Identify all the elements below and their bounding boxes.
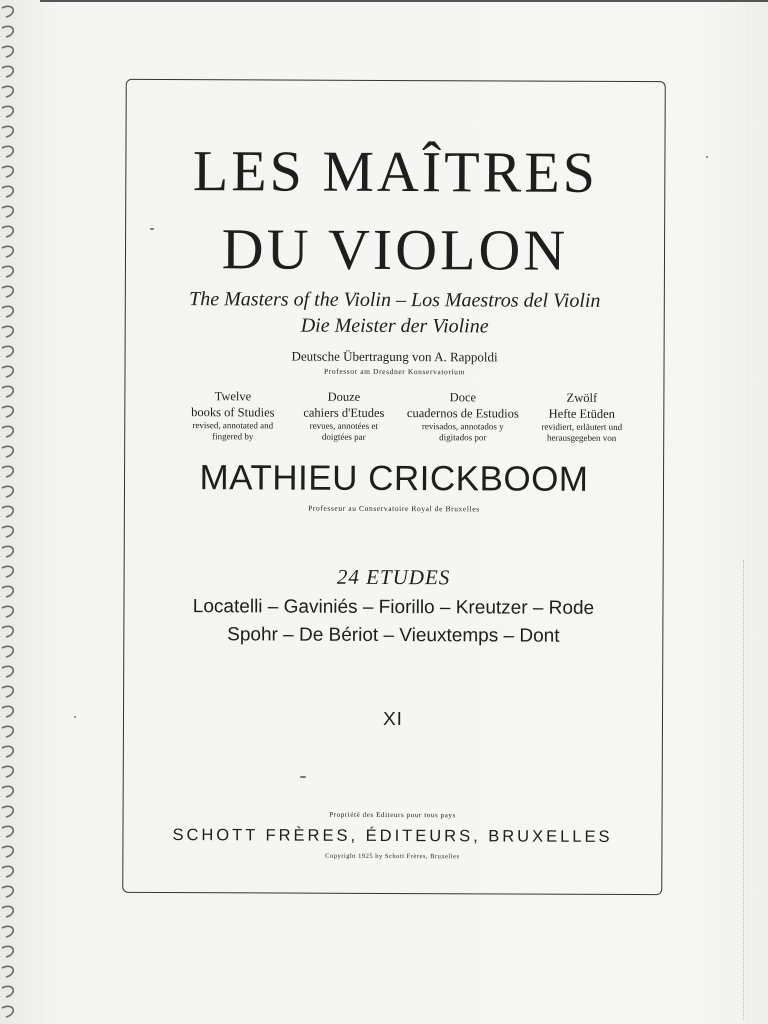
spiral-loop: [2, 386, 13, 397]
spiral-loop: [2, 726, 13, 737]
spiral-loop: [2, 446, 13, 457]
column-french: [288, 389, 399, 443]
spiral-loop: [2, 26, 13, 37]
publisher-name: SCHOTT FRÈRES, ÉDITEURS, BRUXELLES: [172, 826, 613, 846]
column-line: herausgegeben von: [547, 432, 617, 443]
column-line: fingered by: [212, 431, 254, 442]
etudes-title: 24 ETUDES: [336, 564, 451, 590]
spiral-loop: [2, 126, 13, 137]
column-line: revised, annotated and: [192, 420, 274, 431]
spiral-loop: [2, 826, 13, 837]
scan-speck: [300, 776, 306, 778]
spiral-loop: [2, 766, 13, 777]
spiral-loop: [2, 786, 13, 797]
spiral-loop: [2, 866, 13, 877]
column-line: doigtées par: [321, 431, 366, 442]
spiral-loop: [2, 626, 13, 637]
spiral-loop: [2, 586, 13, 597]
spiral-loop: [2, 886, 13, 897]
column-line: Zwölf: [566, 390, 598, 405]
column-line: revues, annotées et: [309, 420, 378, 431]
spiral-loop: [2, 466, 13, 477]
scan-speck: [706, 156, 708, 158]
copyright-note: Copyright 1925 by Schott Frères, Bruxelles: [325, 852, 460, 861]
spiral-binding: [0, 0, 32, 1024]
spiral-loop: [2, 546, 13, 557]
spiral-loop: [2, 346, 13, 357]
spiral-loop: [2, 666, 13, 677]
spiral-loop: [2, 266, 13, 277]
column-line: Hefte Etüden: [548, 406, 615, 421]
column-german: [526, 390, 637, 444]
spiral-loop: [2, 206, 13, 217]
column-line: books of Studies: [191, 405, 275, 420]
composers-line-1: Locatelli – Gaviniés – Fiorillo – Kreutzer – Rode: [192, 596, 595, 619]
author-note: Professeur au Conservatoire Royal de Bruxelles: [308, 503, 480, 514]
spiral-loop: [2, 246, 13, 257]
page-top-edge: [40, 0, 768, 2]
cover-frame: [122, 79, 666, 895]
spiral-loop: [2, 46, 13, 57]
subtitle-line-2: Die Meister der Violine: [300, 314, 489, 338]
spiral-loop: [2, 946, 13, 957]
spiral-loop: [2, 706, 13, 717]
scan-speck: [150, 228, 154, 230]
spiral-loop: [2, 286, 13, 297]
spiral-loop: [2, 566, 13, 577]
spiral-loop: [2, 6, 13, 17]
subtitle-line-1: The Masters of the Violin – Los Maestros del Violin: [189, 288, 601, 312]
spiral-loop: [2, 66, 13, 77]
scan-speck: [74, 716, 76, 718]
spiral-loop: [2, 1006, 13, 1017]
volume-number: XI: [382, 708, 403, 731]
column-english: [177, 388, 288, 442]
column-line: cahiers d'Etudes: [303, 405, 385, 420]
spiral-loop: [2, 506, 13, 517]
spiral-loop: [2, 406, 13, 417]
spiral-loop: [2, 986, 13, 997]
spiral-loop: [2, 146, 13, 157]
spiral-loop: [2, 966, 13, 977]
spiral-loop: [2, 906, 13, 917]
right-page-edge: [743, 560, 754, 1020]
column-line: digitados por: [439, 432, 487, 443]
column-line: Doce: [449, 390, 477, 405]
spiral-loop: [2, 186, 13, 197]
spiral-loop: [2, 806, 13, 817]
spiral-loop: [2, 366, 13, 377]
spiral-loop: [2, 486, 13, 497]
column-spanish: [399, 389, 526, 444]
spiral-loop: [2, 926, 13, 937]
column-line: cuadernos de Estudios: [406, 406, 519, 421]
column-line: Douze: [327, 389, 361, 404]
spiral-loop: [2, 306, 13, 317]
spiral-loop: [2, 646, 13, 657]
translation-credit: Deutsche Übertragung von A. Rappoldi: [291, 348, 498, 365]
spiral-loop: [2, 746, 13, 757]
column-line: Twelve: [214, 389, 252, 404]
composers-line-2: Spohr – De Bériot – Vieuxtemps – Dont: [227, 624, 560, 647]
spiral-loop: [2, 166, 13, 177]
spiral-loop: [2, 226, 13, 237]
translation-note: Professor am Dresdner Konservatorium: [324, 366, 465, 377]
spiral-loop: [2, 86, 13, 97]
language-columns: [177, 388, 637, 444]
spiral-loop: [2, 426, 13, 437]
spiral-loop: [2, 106, 13, 117]
spiral-loop: [2, 606, 13, 617]
column-line: revidiert, erläutert und: [541, 421, 623, 432]
spiral-loop: [2, 846, 13, 857]
column-line: revisados, annotados y: [421, 421, 504, 432]
spiral-loop: [2, 686, 13, 697]
title-line-2: DU VIOLON: [221, 216, 569, 283]
title-line-1: LES MAÎTRES: [192, 138, 599, 205]
author-name: MATHIEU CRICKBOOM: [199, 458, 589, 499]
property-note: Propriété des Editeurs pour tous pays: [329, 810, 456, 820]
spiral-loop: [2, 326, 13, 337]
spiral-loop: [2, 526, 13, 537]
